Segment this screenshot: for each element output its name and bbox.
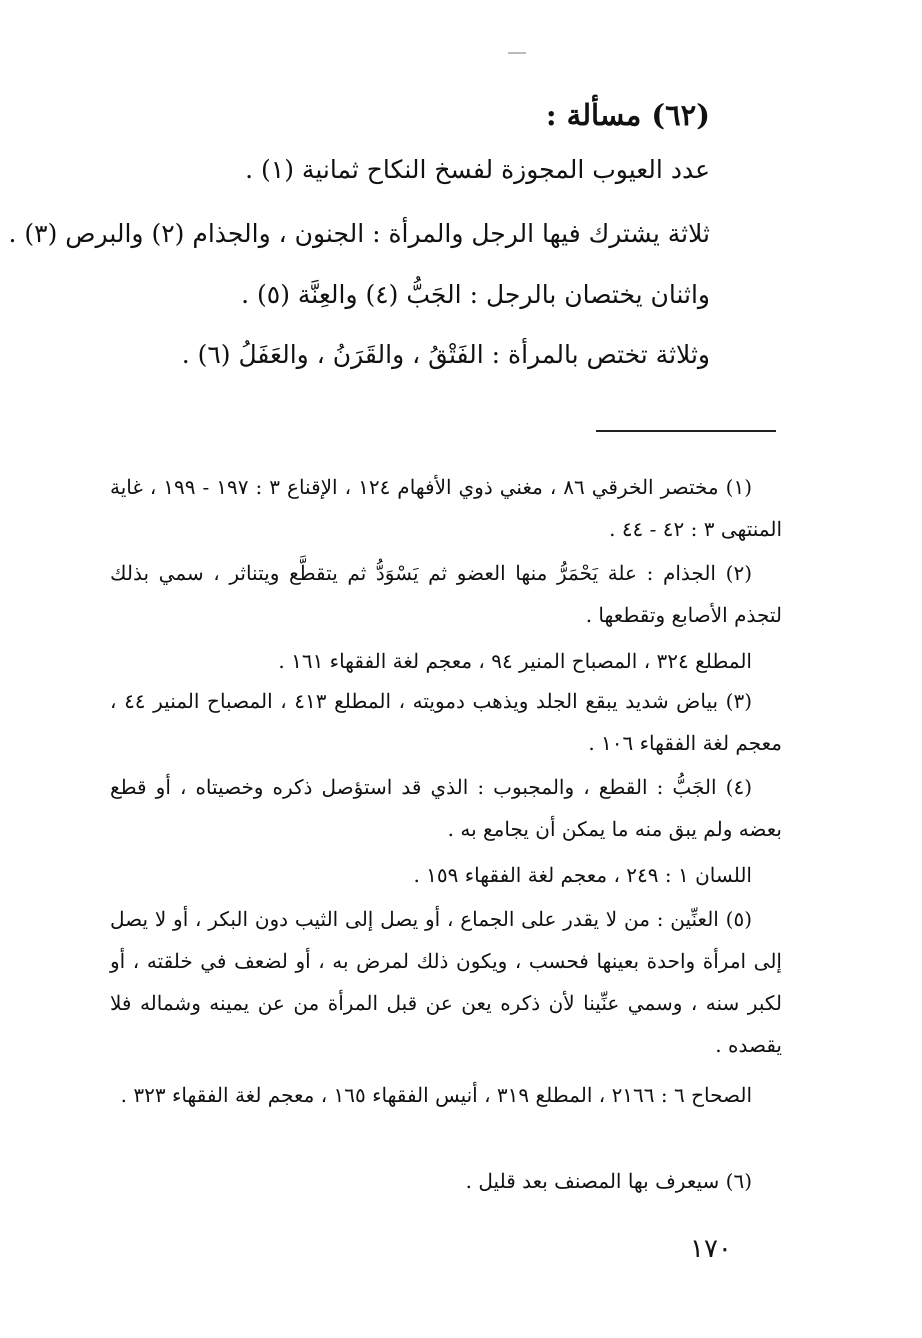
footnote-5-sources: الصحاح ٦ : ٢١٦٦ ، المطلع ٣١٩ ، أنيس الفقهاء ١٦٥ ، معجم لغة الفقهاء ٣٢٣ . bbox=[120, 1083, 752, 1107]
footnote-separator bbox=[596, 430, 776, 432]
footnote-5: (٥) العنِّين : من لا يقدر على الجماع ، أو يصل إلى الثيب دون البكر ، أو لا يصل إلى امرأة واحدة بعينها فحسب ، ويكون ذلك لمرض به ، أو لضعف في خلقته ، أو لكبر سنه ، وسمي عنِّينا لأن ذكره يعن عن قبل المرأة من عن يمينه وشماله فلا يقصده . bbox=[110, 907, 782, 1057]
scan-mark bbox=[508, 52, 526, 54]
main-text-line-2: ثلاثة يشترك فيها الرجل والمرأة : الجنون ، والجذام (٢) والبرص (٣) . bbox=[8, 219, 710, 248]
footnote-1: (١) مختصر الخرقي ٨٦ ، مغني ذوي الأفهام ١٢٤ ، الإقناع ٣ : ١٩٧ - ١٩٩ ، غاية المنتهى ٣ : ٤٢ - ٤٤ . bbox=[110, 475, 782, 541]
footnote-2-sources: المطلع ٣٢٤ ، المصباح المنير ٩٤ ، معجم لغة الفقهاء ١٦١ . bbox=[278, 649, 752, 673]
main-text-line-1: عدد العيوب المجوزة لفسخ النكاح ثمانية (١) . bbox=[245, 155, 710, 184]
main-text-line-4: وثلاثة تختص بالمرأة : الفَتْقُ ، والقَرَنُ ، والعَفَلُ (٦) . bbox=[181, 340, 710, 369]
footnote-6: (٦) سيعرف بها المصنف بعد قليل . bbox=[465, 1169, 752, 1193]
main-text-line-3: واثنان يختصان بالرجل : الجَبُّ (٤) والعِنَّة (٥) . bbox=[241, 280, 710, 309]
page-number: ١٧٠ bbox=[690, 1234, 732, 1264]
issue-heading: (٦٢) مسألة : bbox=[545, 98, 710, 132]
footnote-2: (٢) الجذام : علة يَحْمَرُّ منها العضو ثم يَسْوَدُّ ثم يتقطَّع ويتناثر ، سمي بذلك لتجذم الأصابع وتقطعها . bbox=[110, 561, 782, 627]
footnote-4: (٤) الجَبُّ : القطع ، والمجبوب : الذي قد استؤصل ذكره وخصيتاه ، أو قطع بعضه ولم يبق منه ما يمكن أن يجامع به . bbox=[110, 775, 782, 841]
footnote-4-sources: اللسان ١ : ٢٤٩ ، معجم لغة الفقهاء ١٥٩ . bbox=[413, 863, 752, 887]
footnote-3: (٣) بياض شديد يبقع الجلد ويذهب دمويته ، المطلع ٤١٣ ، المصباح المنير ٤٤ ، معجم لغة الفقهاء ١٠٦ . bbox=[110, 689, 782, 755]
